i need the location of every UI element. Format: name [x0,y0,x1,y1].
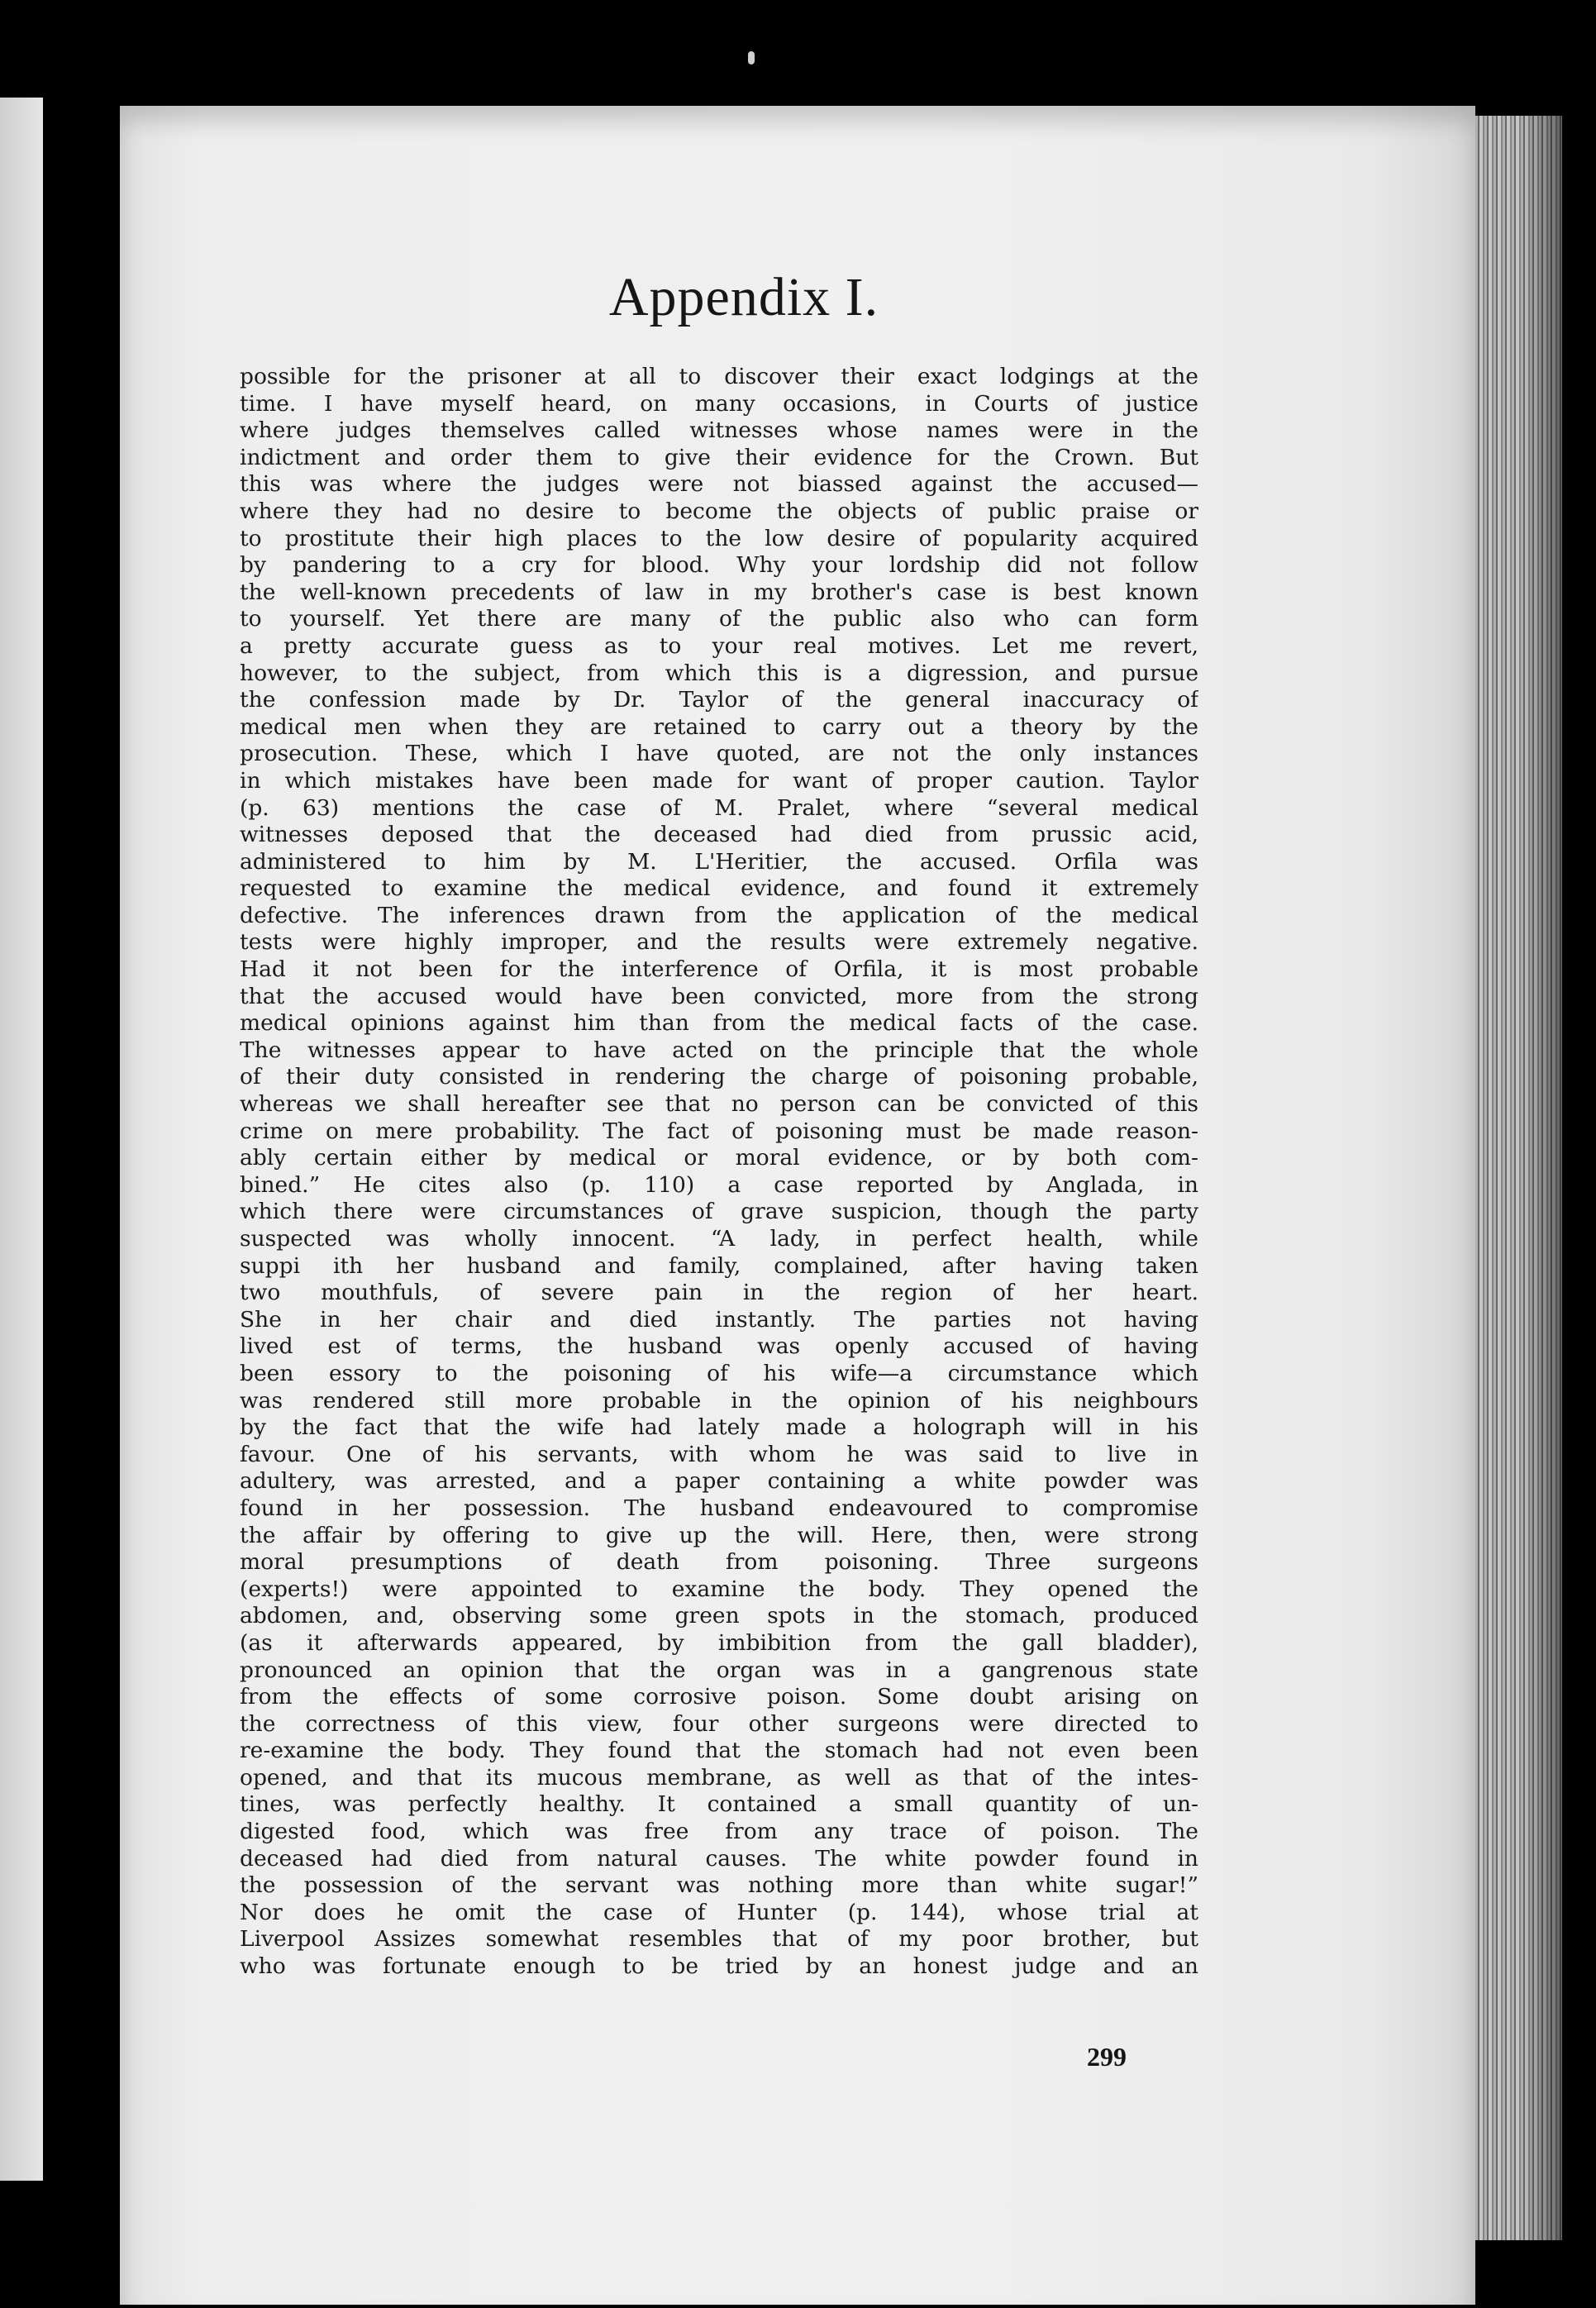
text-line: medical men when they are retained to carry out a theory by the [240,713,1198,740]
scan-speck [748,51,755,64]
text-line: found in her possession. The husband endeavoured to compromise [240,1495,1198,1521]
text-line: in which mistakes have been made for want of proper caution. Taylor [240,767,1198,794]
text-line: been essory to the poisoning of his wife—a circumstance which [240,1360,1198,1386]
text-line: whereas we shall hereafter see that no person can be convicted of this [240,1091,1198,1118]
text-line: a pretty accurate guess as to your real motives. Let me revert, [240,632,1198,659]
running-header: Appendix I. [608,267,879,327]
text-line: opened, and that its mucous membrane, as well as that of the intes- [240,1764,1198,1791]
text-line: crime on mere probability. The fact of poisoning must be made reason- [240,1118,1198,1144]
text-line: (as it afterwards appeared, by imbibition from the gall bladder), [240,1629,1198,1656]
text-line: the confession made by Dr. Taylor of the general inaccuracy of [240,687,1198,713]
text-line: where judges themselves called witnesses whose names were in the [240,417,1198,444]
text-line: (experts!) were appointed to examine the body. They opened the [240,1576,1198,1602]
page-number: 299 [1087,2042,1127,2072]
text-line: where they had no desire to become the objects of public praise or [240,498,1198,524]
text-line: digested food, which was free from any trace of poison. The [240,1819,1198,1845]
text-line: suspected was wholly innocent. “A lady, in perfect health, while [240,1226,1198,1252]
text-line: Liverpool Assizes somewhat resembles that of my poor brother, but [240,1926,1198,1953]
text-line: administered to him by M. L'Heritier, the accused. Orfila was [240,848,1198,875]
facing-page-edge [0,98,43,2181]
text-line: time. I have myself heard, on many occasions, in Courts of justice [240,390,1198,417]
text-line: bined.” He cites also (p. 110) a case reported by Anglada, in [240,1171,1198,1198]
text-line: by the fact that the wife had lately made a holograph will in his [240,1414,1198,1441]
text-line: favour. One of his servants, with whom he was said to live in [240,1441,1198,1467]
text-line: tests were highly improper, and the results were extremely negative. [240,929,1198,956]
text-line: Had it not been for the interference of Orfila, it is most probable [240,956,1198,983]
text-line: the possession of the servant was nothing more than white sugar!” [240,1872,1198,1899]
text-line: however, to the subject, from which this is a digression, and pursue [240,660,1198,686]
text-line: moral presumptions of death from poisoning. Three surgeons [240,1549,1198,1576]
text-line: witnesses deposed that the deceased had died from prussic acid, [240,822,1198,848]
text-line: lived est of terms, the husband was openly accused of having [240,1333,1198,1360]
text-line: to prostitute their high places to the low desire of popularity acquired [240,525,1198,551]
text-line: deceased had died from natural causes. The white powder found in [240,1845,1198,1872]
text-line: this was where the judges were not biassed against the accused— [240,471,1198,498]
text-line: the correctness of this view, four other surgeons were directed to [240,1710,1198,1737]
text-line: The witnesses appear to have acted on the principle that the whole [240,1037,1198,1063]
text-line: indictment and order them to give their evidence for the Crown. But [240,444,1198,470]
text-line: Nor does he omit the case of Hunter (p. 144), whose trial at [240,1899,1198,1925]
text-line: (p. 63) mentions the case of M. Pralet, where “several medical [240,794,1198,821]
text-line: defective. The inferences drawn from the application of the medical [240,902,1198,928]
text-line: prosecution. These, which I have quoted, are not the only instances [240,741,1198,767]
text-line: suppi ith her husband and family, complained, after having taken [240,1252,1198,1279]
text-line: the affair by offering to give up the will. Here, then, were strong [240,1522,1198,1548]
text-line: re-examine the body. They found that the stomach had not even been [240,1738,1198,1764]
text-line: medical opinions against him than from the medical facts of the case. [240,1010,1198,1037]
text-line: of their duty consisted in rendering the charge of poisoning probable, [240,1064,1198,1090]
text-line: from the effects of some corrosive poison. Some doubt arising on [240,1684,1198,1710]
text-line: ably certain either by medical or moral evidence, or by both com- [240,1145,1198,1171]
text-line: was rendered still more probable in the opinion of his neighbours [240,1387,1198,1414]
text-line: possible for the prisoner at all to discover their exact lodgings at the [240,364,1198,389]
text-line: abdomen, and, observing some green spots in the stomach, produced [240,1603,1198,1629]
text-line: She in her chair and died instantly. The parties not having [240,1306,1198,1333]
text-line: requested to examine the medical evidence, and found it extremely [240,875,1198,902]
text-line: two mouthfuls, of severe pain in the region of her heart. [240,1280,1198,1306]
text-line: the well-known precedents of law in my brother's case is best known [240,579,1198,605]
body-text [240,364,1198,1981]
text-line: which there were circumstances of grave suspicion, though the party [240,1199,1198,1225]
text-line: by pandering to a cry for blood. Why your lordship did not follow [240,552,1198,579]
text-line: pronounced an opinion that the organ was in a gangrenous state [240,1657,1198,1683]
text-line: tines, was perfectly healthy. It contained a small quantity of un- [240,1791,1198,1818]
text-line: to yourself. Yet there are many of the public also who can form [240,606,1198,632]
text-line: who was fortunate enough to be tried by an honest judge and an [240,1953,1198,1980]
page-block-shadow [1521,116,1570,2240]
text-line: that the accused would have been convicted, more from the strong [240,983,1198,1009]
text-line: adultery, was arrested, and a paper containing a white powder was [240,1468,1198,1495]
